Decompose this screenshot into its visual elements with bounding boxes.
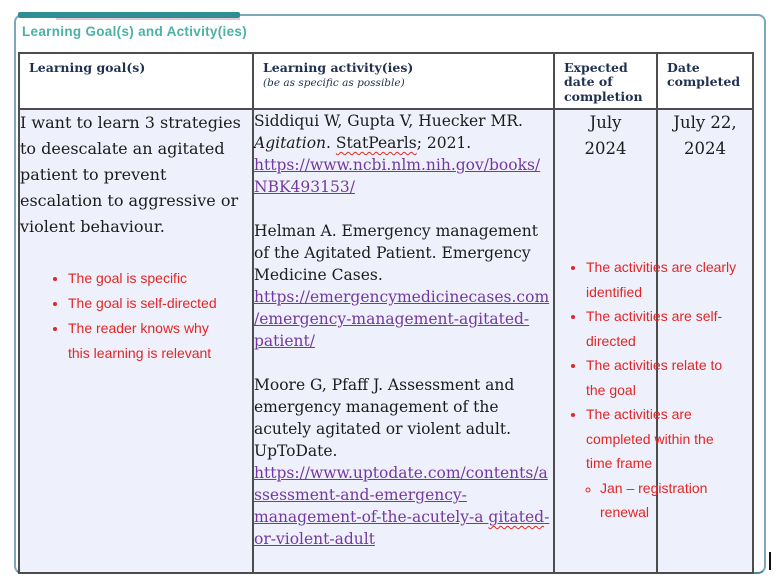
citation-uptodate: [254, 374, 553, 550]
citation-authors: Siddiqui W, Gupta V, Huecker MR.: [254, 112, 523, 131]
link-uptodate[interactable]: [254, 464, 549, 548]
cell-learning-activities: [253, 109, 554, 573]
goal-annotation-list: [20, 266, 218, 366]
header-activities-note: (be as specific as possible): [263, 77, 405, 90]
text-cursor: [769, 552, 771, 570]
goal-annotation-item: • The reader knows why this learning is relevant: [68, 316, 218, 366]
citation-title-italic: Agitation: [254, 134, 327, 153]
goal-paragraph: I want to learn 3 strategies to deescalate an agitated patient to prevent escalation to aggressive or violent behaviour.: [20, 113, 241, 237]
citation-statpearls: [254, 110, 553, 198]
header-expected-date: Expected date of completion: [554, 53, 657, 109]
citation-emcases: [254, 220, 553, 352]
link-emergency-medicine-cases[interactable]: https://emergencymedicinecases.com/emergency-management-agitated-patient/: [254, 288, 550, 351]
activity-annotation-list: [560, 255, 742, 476]
table-header-row: [19, 53, 753, 109]
section-title: Learning Goal(s) and Activity(ies): [22, 24, 247, 39]
activity-annotation-item: • The activities are clearly identified: [586, 255, 742, 304]
header-learning-goals: Learning goal(s): [19, 53, 253, 109]
cell-learning-goal: [19, 109, 253, 573]
citation-text: Helman A. Emergency management of the Agitated Patient. Emergency Medicine Cases.: [254, 222, 538, 285]
activity-annotation-overlay: [560, 255, 742, 525]
activity-annotation-item: • The activities are self-directed: [586, 304, 742, 353]
header-learning-activities: [253, 53, 554, 109]
link-ncbi[interactable]: https://www.ncbi.nlm.nih.gov/books/NBK493153/: [254, 156, 541, 197]
top-accent-underline: [56, 18, 240, 20]
activity-annotation-sublist: [560, 476, 742, 525]
goal-annotation-item: • The goal is self-directed: [68, 291, 218, 316]
activity-annotation-item: • The activities are completed within the time frame: [586, 402, 742, 476]
citation-sep: .: [326, 134, 336, 153]
activity-annotation-item: • The activities relate to the goal: [586, 353, 742, 402]
citation-source-spellcheck: StatPearls: [335, 134, 417, 153]
citation-text: Moore G, Pfaff J. Assessment and emergency management of the acutely agitated or violent adult. UpToDate.: [254, 376, 515, 461]
link-text-spellcheck: gitated: [488, 508, 545, 527]
expected-date-value: July 2024: [584, 113, 627, 159]
header-date-completed: Date completed: [657, 53, 753, 109]
link-text-part: -or-violent-adult: [254, 508, 550, 549]
citation-sep: ; 2021.: [416, 134, 472, 153]
link-text-part: https://www.uptodate.com/contents/assessment-and-emergency-management-of-the-acutely-a: [254, 464, 548, 527]
header-learning-activities-label: Learning activity(ies): [263, 60, 414, 75]
activity-annotation-subitem: ◦ Jan – registration renewal: [600, 476, 742, 525]
date-completed-value: July 22, 2024: [673, 113, 737, 159]
goal-annotation-item: • The goal is specific: [68, 266, 218, 291]
